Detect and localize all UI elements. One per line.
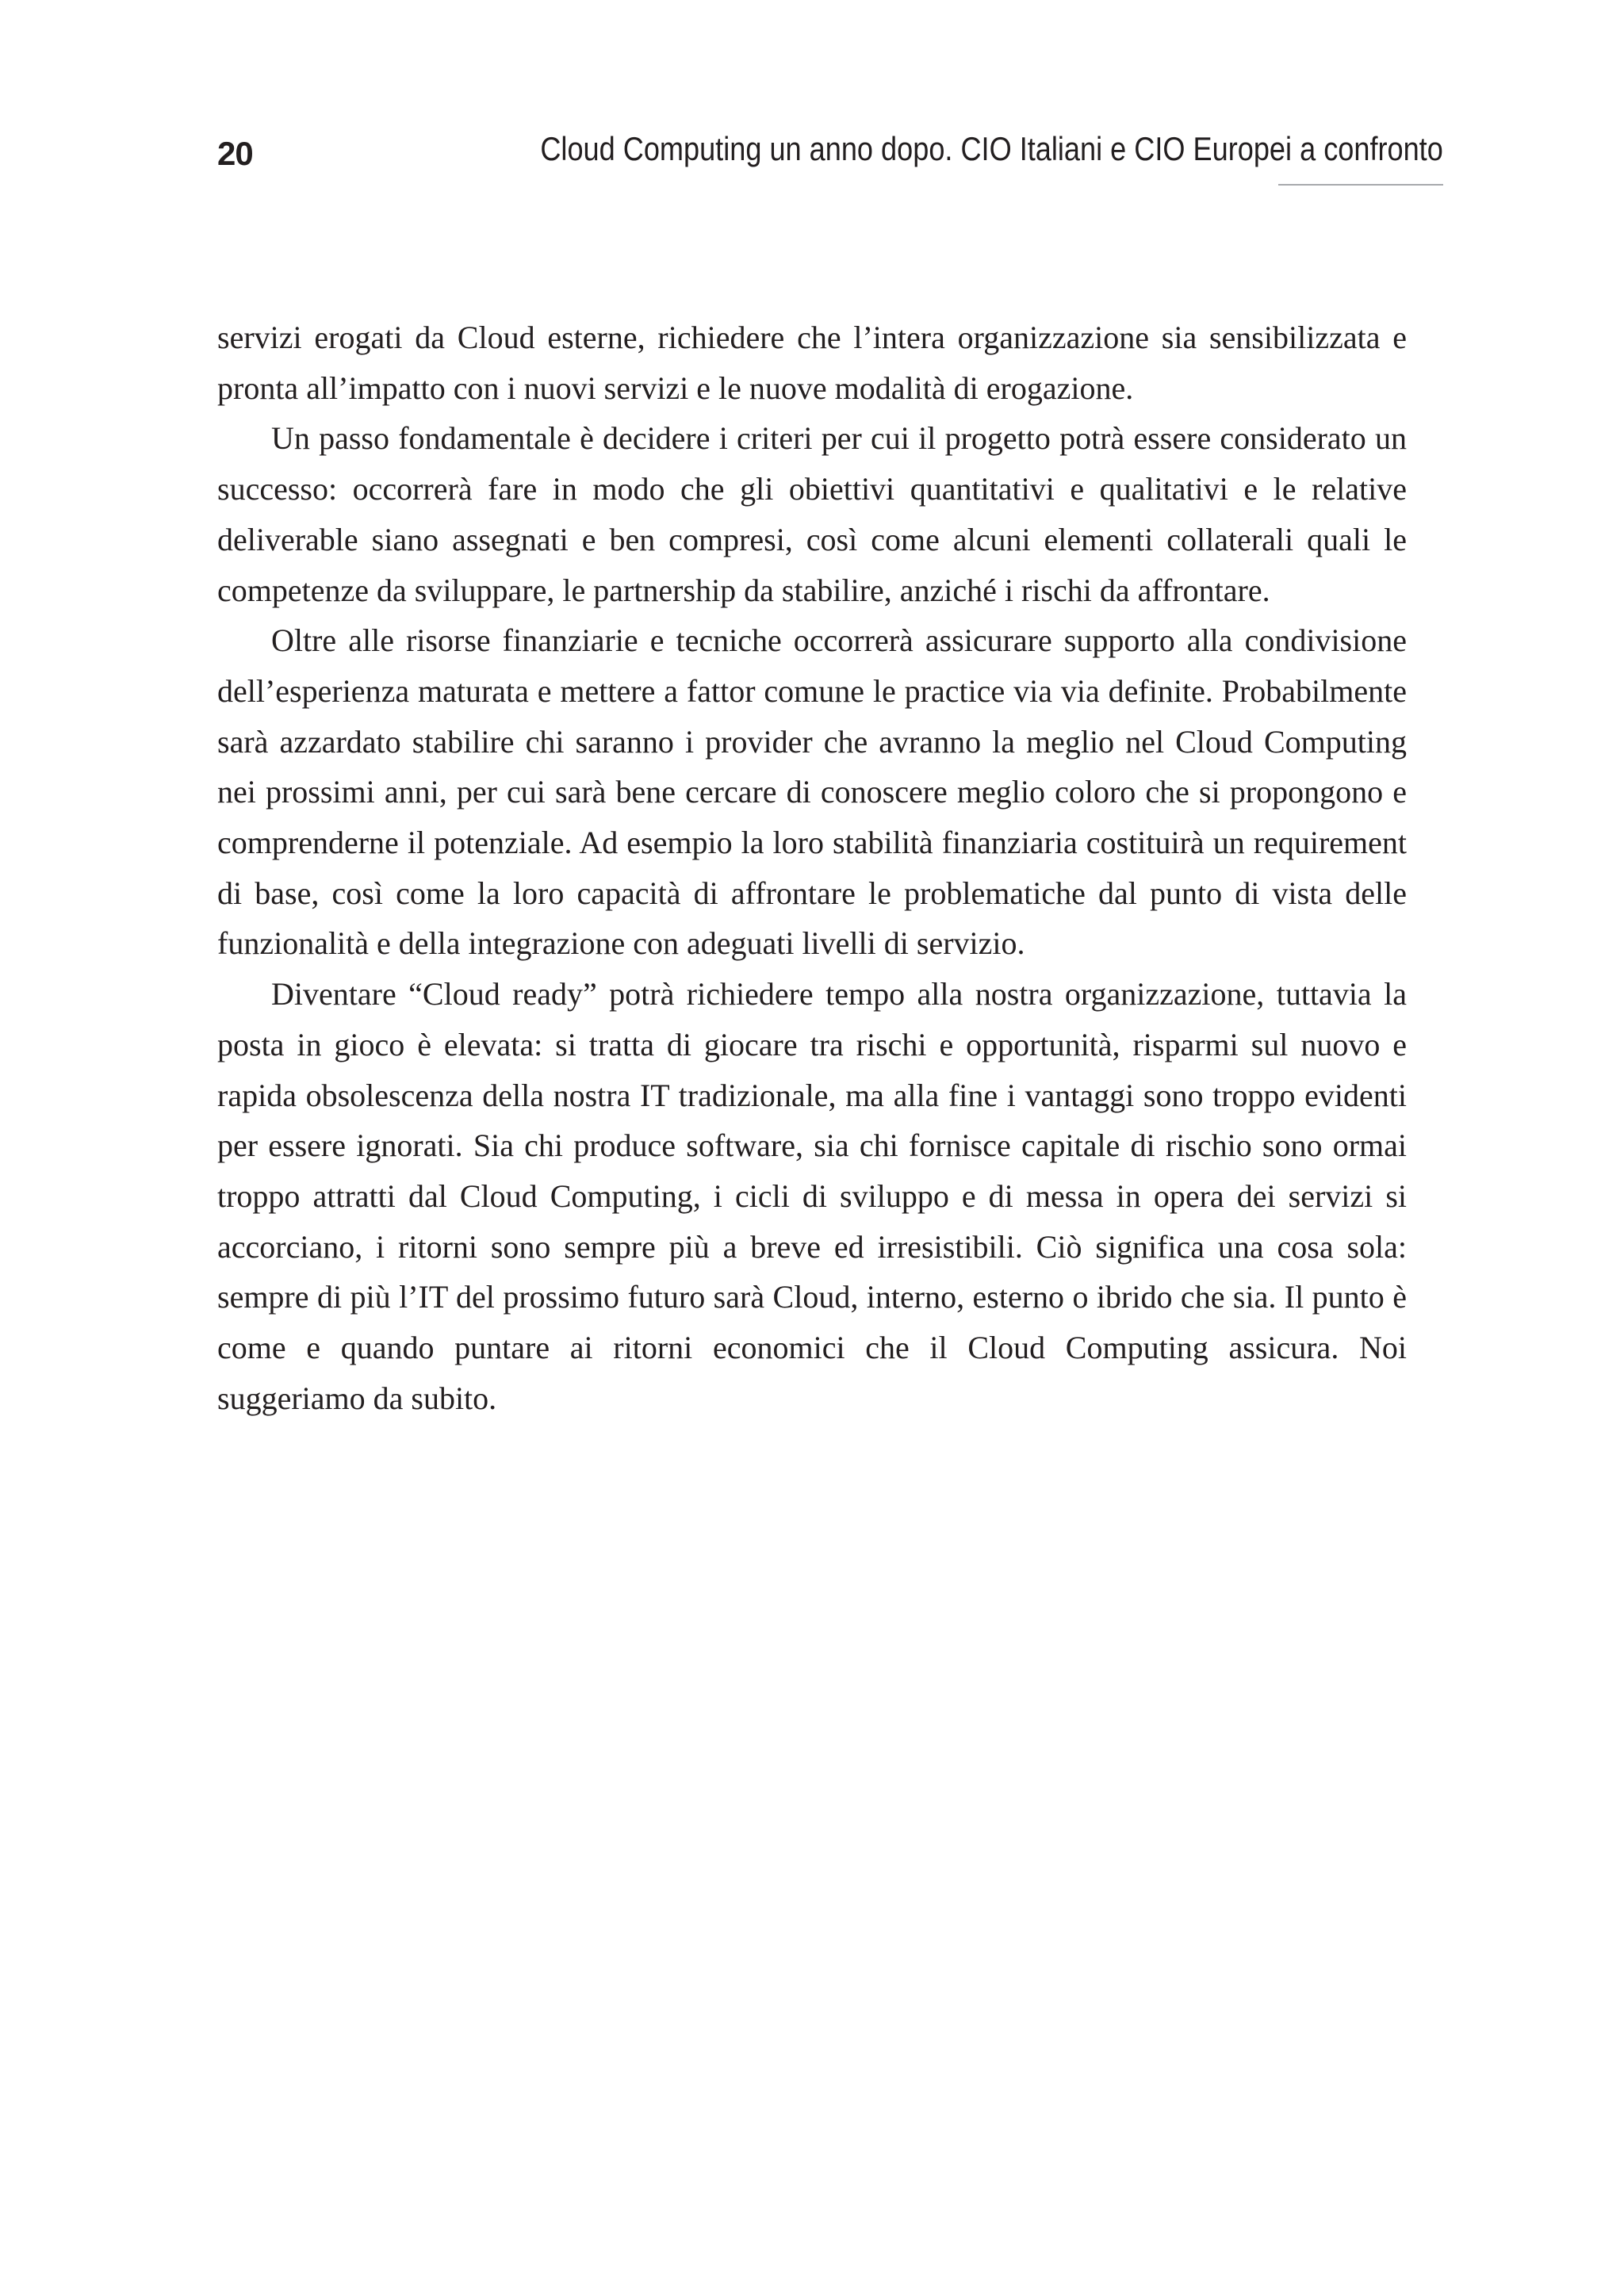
header-rule [1278,184,1443,186]
paragraph: Diventare “Cloud ready” potrà richiedere tempo alla nostra organizzazione, tuttavia la posta in gioco è elevata: si tratta di giocare tra rischi e opportunità, risparmi sul nuovo e rapida obsolescenza della nostra IT tradizionale, ma alla fine i vantaggi sono troppo evidenti per essere ignorati. Sia chi produce software, sia chi fornisce capitale di rischio sono ormai troppo attratti dal Cloud Computing, i cicli di sviluppo e di messa in opera dei servizi si accorciano, i ritorni sono sempre più a breve ed irresistibili. Ciò significa una cosa sola: sempre di più l’IT del prossimo futuro sarà Cloud, interno, esterno o ibrido che sia. Il punto è come e quando puntare ai ritorni economici che il Cloud Computing assicura. Noi suggeriamo da subito. [217,976,1407,1416]
paragraph: Un passo fondamentale è decidere i criteri per cui il progetto potrà essere considerato un successo: occorrerà fare in modo che gli obiettivi quantitativi e qualitativi e le relative deliverable siano assegnati e ben compresi, così come alcuni elementi collaterali quali le competenze da sviluppare, le partnership da stabilire, anziché i rischi da affrontare. [217,420,1407,608]
paragraph: servizi erogati da Cloud esterne, richiedere che l’intera organizzazione sia sensibilizzata e pronta all’impatto con i nuovi servizi e le nuove modalità di erogazione. [217,320,1407,406]
paragraph: Oltre alle risorse finanziarie e tecniche occorrerà assicurare supporto alla condivisione dell’esperienza maturata e mettere a fattor comune le practice via via definite. Probabilmente sarà azzardato stabilire chi saranno i provider che avranno la meglio nel Cloud Computing nei prossimi anni, per cui sarà bene cercare di conoscere meglio coloro che si propongono e comprenderne il potenziale. Ad esempio la loro stabilità finanziaria costituirà un requirement di base, così come la loro capacità di affrontare le problematiche dal punto di vista delle funzionalità e della integrazione con adeguati livelli di servizio. [217,622,1407,962]
body-text [217,312,1407,1423]
page-number: 20 [217,135,253,172]
running-header-title: Cloud Computing un anno dopo. CIO Italiani e CIO Europei a confronto [540,130,1443,167]
